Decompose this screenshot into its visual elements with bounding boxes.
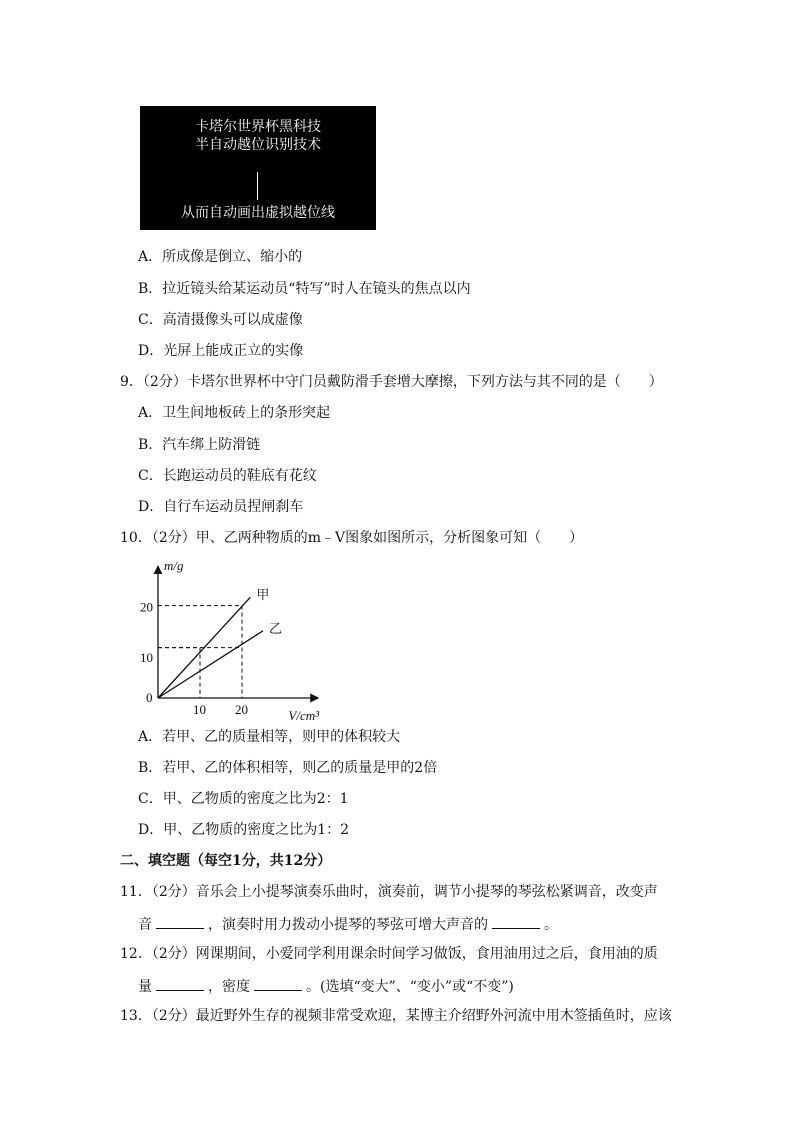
q12-blank-1 <box>156 978 204 991</box>
series-label-0: 甲 <box>256 587 270 603</box>
y-tick-label-1: 20 <box>140 599 153 615</box>
q11-line-2 <box>138 916 558 932</box>
q9-option-c: C．长跑运动员的鞋底有花纹 <box>138 468 317 484</box>
origin-label: 0 <box>146 690 153 705</box>
box-line-2: 半自动越位识别技术 <box>195 137 321 153</box>
q9-option-a: A．卫生间地板砖上的条形突起 <box>138 405 331 421</box>
q11-line-1: 11．（2分）音乐会上小提琴演奏乐曲时，演奏前，调节小提琴的琴弦松紧调音，改变声 <box>120 884 658 900</box>
q13-line-1: 13．（2分）最近野外生存的视频非常受欢迎，某博主介绍野外河流中用木签插鱼时，应该 <box>120 1008 672 1024</box>
q12-text-c: 。(选填“变大”、“变小”或“不变”) <box>306 979 514 995</box>
q12-text-a: 量 <box>138 979 152 995</box>
section-2-title: 二、填空题（每空1分，共12分） <box>120 853 332 869</box>
q10-option-c: C．甲、乙物质的密度之比为2：1 <box>138 791 349 807</box>
box-connector <box>257 172 258 200</box>
series-label-1: 乙 <box>269 620 283 636</box>
q9-stem: 9．（2分）卡塔尔世界杯中守门员戴防滑手套增大摩擦，下列方法与其不同的是（ ） <box>120 374 663 390</box>
q10-stem: 10．（2分）甲、乙两种物质的m﹣V图象如图所示，分析图象可知（ ） <box>120 530 584 546</box>
m-v-graph <box>138 560 358 730</box>
q12-text-b: ，密度 <box>208 979 250 995</box>
box-line-3: 从而自动画出虚拟越位线 <box>181 205 335 221</box>
q10-option-d: D．甲、乙物质的密度之比为1：2 <box>138 822 350 838</box>
q12-blank-2 <box>254 978 302 991</box>
q8-option-d: D．光屏上能成正立的实像 <box>138 343 304 359</box>
box-line-1: 卡塔尔世界杯黑科技 <box>195 119 321 135</box>
y-tick-label-0: 10 <box>140 650 153 665</box>
q11-text-c: 。 <box>544 917 558 933</box>
q10-option-b: B．若甲、乙的体积相等，则乙的质量是甲的2倍 <box>138 760 438 776</box>
image-caption-box <box>140 106 376 230</box>
q11-text-a: 音 <box>138 917 152 933</box>
q9-option-b: B．汽车绑上防滑链 <box>138 437 261 453</box>
x-axis-label: V/cm³ <box>288 708 320 723</box>
q8-option-c: C．高清摄像头可以成虚像 <box>138 312 303 328</box>
q12-line-1: 12．（2分）网课期间，小爱同学利用课余时间学习做饭，食用油用过之后，食用油的质 <box>120 946 658 962</box>
x-tick-label-0: 10 <box>193 702 206 717</box>
q11-blank-1 <box>156 916 204 929</box>
q12-line-2 <box>138 978 514 994</box>
q11-blank-2 <box>492 916 540 929</box>
q8-option-a: A．所成像是倒立、缩小的 <box>138 249 303 265</box>
x-tick-label-1: 20 <box>235 702 248 717</box>
q8-option-b: B．拉近镜头给某运动员“特写”时人在镜头的焦点以内 <box>138 281 471 297</box>
q10-option-a: A．若甲、乙的质量相等，则甲的体积较大 <box>138 729 401 745</box>
q11-text-b: ，演奏时用力拨动小提琴的琴弦可增大声音的 <box>208 917 488 933</box>
y-axis-label: m/g <box>164 560 184 573</box>
q9-option-d: D．自行车运动员捏闸刹车 <box>138 499 304 515</box>
